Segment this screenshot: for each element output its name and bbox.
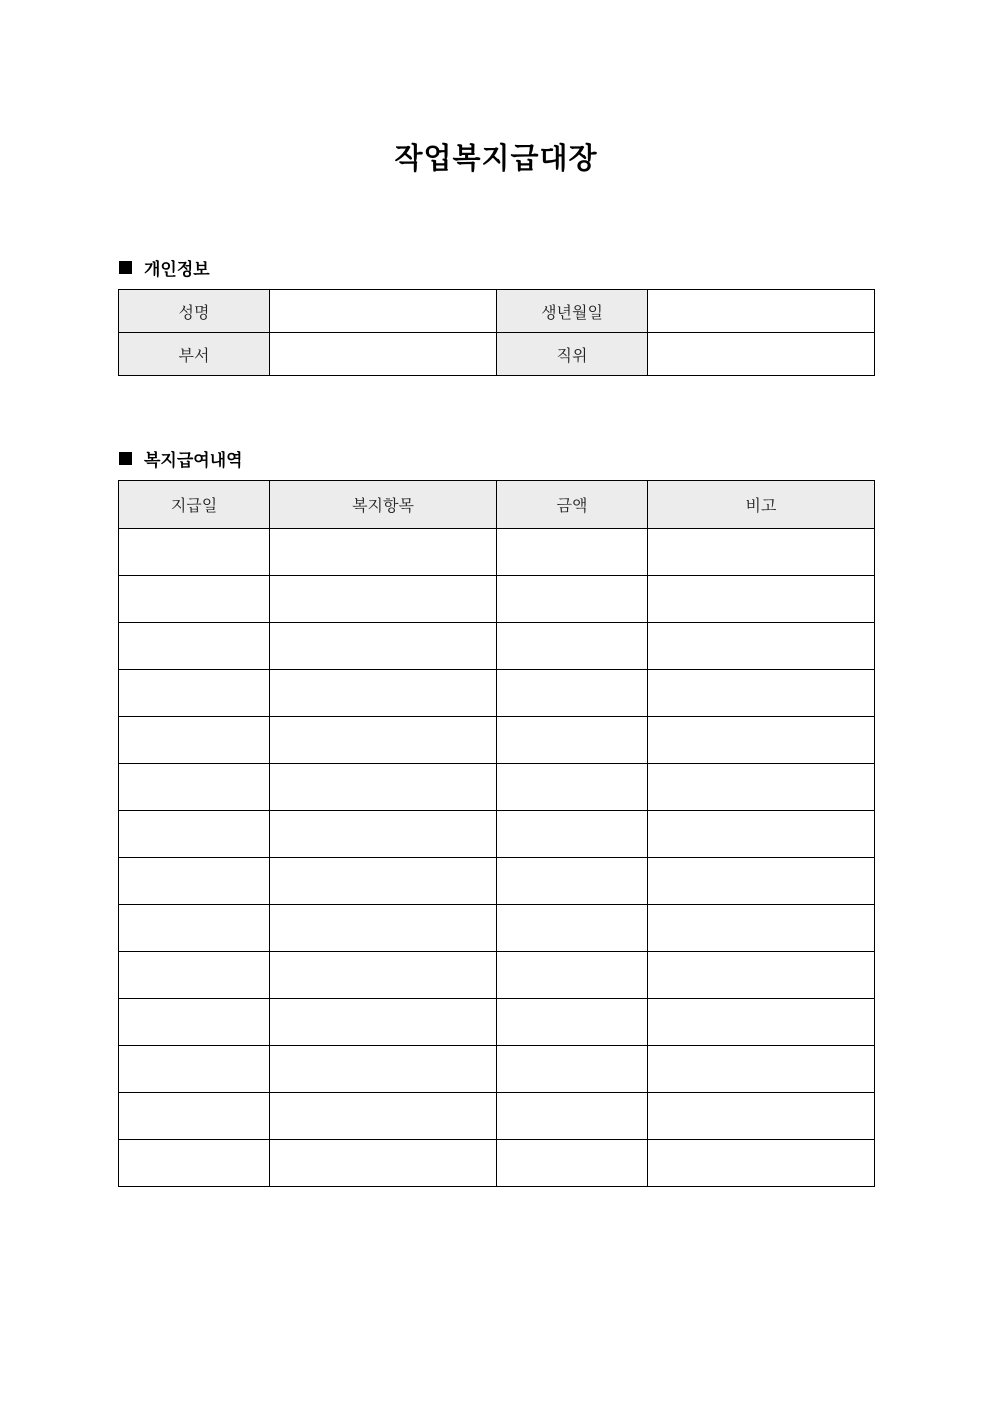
payment-date-cell[interactable]: [119, 670, 270, 717]
birthdate-field[interactable]: [648, 290, 875, 333]
amount-cell[interactable]: [497, 1046, 648, 1093]
remarks-cell[interactable]: [648, 952, 875, 999]
section-heading-label: 복지급여내역: [144, 451, 243, 471]
payment-date-cell[interactable]: [119, 764, 270, 811]
amount-cell[interactable]: [497, 952, 648, 999]
table-row: [119, 576, 875, 623]
amount-cell[interactable]: [497, 1140, 648, 1187]
table-row: [119, 1140, 875, 1187]
table-row: [119, 1093, 875, 1140]
welfare-item-cell[interactable]: [270, 811, 497, 858]
welfare-item-cell[interactable]: [270, 717, 497, 764]
welfare-item-cell[interactable]: [270, 576, 497, 623]
label-cell: 부서: [119, 333, 270, 376]
payment-date-cell[interactable]: [119, 1140, 270, 1187]
welfare-item-cell[interactable]: [270, 1140, 497, 1187]
position-field[interactable]: [648, 333, 875, 376]
column-header: 금액: [497, 481, 648, 529]
department-field[interactable]: [270, 333, 497, 376]
table-row: [119, 858, 875, 905]
column-header: 지급일: [119, 481, 270, 529]
remarks-cell[interactable]: [648, 670, 875, 717]
welfare-item-cell[interactable]: [270, 905, 497, 952]
name-field[interactable]: [270, 290, 497, 333]
payment-date-cell[interactable]: [119, 529, 270, 576]
table-row: [119, 999, 875, 1046]
column-header: 비고: [648, 481, 875, 529]
payment-date-cell[interactable]: [119, 858, 270, 905]
welfare-item-cell[interactable]: [270, 529, 497, 576]
remarks-cell[interactable]: [648, 717, 875, 764]
amount-cell[interactable]: [497, 576, 648, 623]
table-row: [119, 811, 875, 858]
table-row: [119, 905, 875, 952]
table-row: [119, 764, 875, 811]
section-heading-label: 개인정보: [144, 260, 210, 280]
payment-date-cell[interactable]: [119, 999, 270, 1046]
welfare-item-cell[interactable]: [270, 623, 497, 670]
payment-date-cell[interactable]: [119, 1093, 270, 1140]
table-row: [119, 1046, 875, 1093]
payment-history-table: [118, 480, 875, 1187]
remarks-cell[interactable]: [648, 623, 875, 670]
remarks-cell[interactable]: [648, 1093, 875, 1140]
table-row: [119, 670, 875, 717]
label-cell: 생년월일: [497, 290, 648, 333]
amount-cell[interactable]: [497, 905, 648, 952]
welfare-item-cell[interactable]: [270, 1093, 497, 1140]
document-title: 작업복지급대장: [394, 141, 598, 175]
remarks-cell[interactable]: [648, 1046, 875, 1093]
remarks-cell[interactable]: [648, 764, 875, 811]
amount-cell[interactable]: [497, 717, 648, 764]
remarks-cell[interactable]: [648, 858, 875, 905]
label-cell: 직위: [497, 333, 648, 376]
welfare-item-cell[interactable]: [270, 1046, 497, 1093]
section-heading-personal-info: [119, 255, 210, 280]
remarks-cell[interactable]: [648, 1140, 875, 1187]
remarks-cell[interactable]: [648, 529, 875, 576]
remarks-cell[interactable]: [648, 811, 875, 858]
welfare-item-cell[interactable]: [270, 858, 497, 905]
welfare-item-cell[interactable]: [270, 764, 497, 811]
payment-date-cell[interactable]: [119, 811, 270, 858]
amount-cell[interactable]: [497, 670, 648, 717]
personal-info-table: [118, 289, 875, 376]
table-header-row: [119, 481, 875, 529]
table-row: [119, 717, 875, 764]
amount-cell[interactable]: [497, 764, 648, 811]
square-bullet-icon: [119, 261, 132, 274]
payment-date-cell[interactable]: [119, 576, 270, 623]
table-row: [119, 623, 875, 670]
welfare-item-cell[interactable]: [270, 670, 497, 717]
amount-cell[interactable]: [497, 623, 648, 670]
amount-cell[interactable]: [497, 1093, 648, 1140]
remarks-cell[interactable]: [648, 576, 875, 623]
amount-cell[interactable]: [497, 529, 648, 576]
amount-cell[interactable]: [497, 999, 648, 1046]
payment-date-cell[interactable]: [119, 905, 270, 952]
table-row: [119, 952, 875, 999]
column-header: 복지항목: [270, 481, 497, 529]
welfare-item-cell[interactable]: [270, 999, 497, 1046]
payment-date-cell[interactable]: [119, 623, 270, 670]
welfare-item-cell[interactable]: [270, 952, 497, 999]
payment-date-cell[interactable]: [119, 717, 270, 764]
table-row: [119, 333, 875, 376]
square-bullet-icon: [119, 452, 132, 465]
label-cell: 성명: [119, 290, 270, 333]
section-heading-payment-history: [119, 446, 243, 471]
remarks-cell[interactable]: [648, 999, 875, 1046]
table-row: [119, 290, 875, 333]
remarks-cell[interactable]: [648, 905, 875, 952]
amount-cell[interactable]: [497, 858, 648, 905]
table-row: [119, 529, 875, 576]
amount-cell[interactable]: [497, 811, 648, 858]
payment-date-cell[interactable]: [119, 1046, 270, 1093]
payment-date-cell[interactable]: [119, 952, 270, 999]
